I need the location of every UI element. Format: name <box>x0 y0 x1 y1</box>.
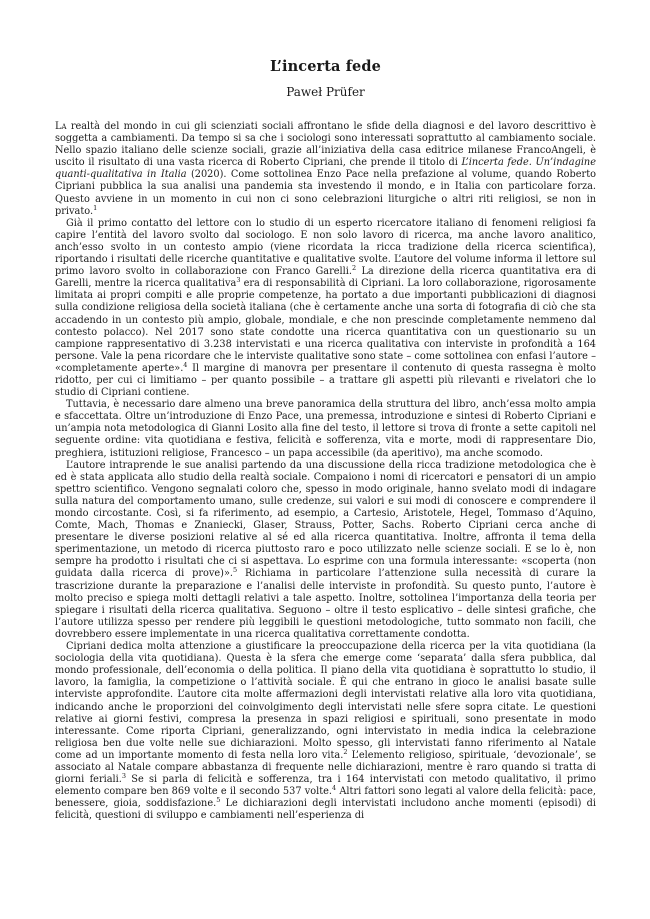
footnote-marker: 1 <box>93 203 98 212</box>
text-run: Altri fattori sono legati al valore della felicità: pace, benessere, gioia, soddisfazione. <box>55 786 596 810</box>
review-title: L’incerta fede <box>270 58 381 75</box>
text-run: Già il primo contatto del lettore con lo studio di un esperto ricercatore italiano di fenomeni religiosi fa capire l’entità del lavoro svolto dal sociologo. E non solo lavoro di ricerca, ma anche lavoro analitico, anch’esso svolto in un contesto ampio (viene ricordata la ricca tradizione della ricerca scientifica), riportando i risultati delle ricerche quantitative e qualitative svolte. L’autore del volume informa il lettore sul primo lavoro svolto in collaborazione con Franco Garelli. <box>55 217 596 278</box>
footnote-marker: 3 <box>236 276 241 285</box>
footnote-marker: 5 <box>233 566 238 575</box>
text-run: Se si parla di felicità e sofferenza, tra i 164 intervistati con metodo qualitativo, il primo elemento compare ben 869 volte e il secondo 537 volte. <box>55 774 596 798</box>
footnote-marker: 3 <box>121 772 127 781</box>
text-run: (2020). Come sottolinea Enzo Pace nella prefazione al volume, quando Roberto Cipriani pubblica la sua analisi una pandemia sta investendo il mondo, e in Italia con particolare forza. Questo avviene in un momento in cui non ci sono celebrazioni liturgiche o altri riti religiosi, se non in privato. <box>55 169 596 217</box>
body-paragraph <box>55 121 596 218</box>
text-run: L’autore intraprende le sue analisi partendo da una discussione della ricca tradizione metodologica che è ed è stata applicata allo studio della realtà sociale. Compaiono i nomi di ricercatori e pensatori di un ampio spettro scientifico. Vengono segnalati coloro che, spesso in modo originale, hanno svelato modi di indagare sulla natura del comportamento umano, sulle credenze, sui valori e sui modi di conoscere e comprendere il mondo circostante. Così, si fa riferimento, ad esempio, a Cartesio, Aristotele, Hegel, Tommaso d’Aquino, Comte, Mach, Thomas e Znaniecki, Glaser, Strauss, Potter, Sachs. Roberto Cipriani cerca anche di presentare le diverse posizioni relative al sé ed alla ricerca quantitativa. Inoltre, affronta il tema della sperimentazione, un metodo di ricerca piuttosto raro e poco utilizzato nelle scienze sociali. E se lo è, non sempre ha prodotto i risultati che ci si aspettava. Lo esprime con una formula interessante: «scoperta (non guidata dalla ricerca di prove)». <box>55 459 596 580</box>
text-run: Richiama in particolare l’attenzione sulla necessità di curare la trascrizione durante la preparazione e l’analisi delle interviste in profondità. Su questo punto, l’autore è molto preciso e spiega molti dettagli relativi a tale aspetto. Inoltre, sottolinea l’importanza della teoria per spiegare i risultati della ricerca qualitativa. Seguono – oltre il testo esplicativo – delle sintesi grafiche, che l’autore utilizza spesso per rendere più leggibili le questioni metodologiche, tutto sommato non facili, che dovrebbero essere implementate in una ricerca qualitativa correttamente condotta. <box>55 568 596 640</box>
body-paragraph <box>55 641 596 822</box>
text-run: L’elemento religioso, spirituale, ‘devozionale’, se associato al Natale compare abbastanza di frequente nelle dichiarazioni, mentre è raro quando si tratta di giorni feriali. <box>55 749 596 786</box>
footnote-marker: 2 <box>343 747 348 756</box>
footnote-marker: 4 <box>183 360 188 369</box>
opening-small-caps: La <box>55 121 67 132</box>
text-run: Le dichiarazioni degli intervistati includono anche momenti (episodi) di felicità, questioni di sviluppo e cambiamenti nell’esperienza di <box>55 798 596 822</box>
body-paragraph <box>55 399 596 459</box>
text-run: La direzione della ricerca quantitativa era di Garelli, mentre la ricerca qualitativa <box>55 266 596 290</box>
text-run: Cipriani dedica molta attenzione a giustificare la preoccupazione della ricerca per la vita quotidiana (la sociologia della vita quotidiana). Questa è la sfera che emerge come ‘separata’ dalla sfera pubblica, dal mondo professionale, dell’economia o della politica. Il piano della vita quotidiana è soprattutto lo studio, il lavoro, la famiglia, la competizione o l’attività sociale. È qui che entrano in gioco le analisi basate sulle interviste approfondite. L’autore cita molte affermazioni degli intervistati relative alla loro vita quotidiana, indicando anche le proporzioni del coinvolgimento degli intervistati nelle sfere sopra citate. Le questioni relative ai giorni festivi, compresa la presenza in spazi religiosi e spirituali, sono presentate in modo interessante. Come riporta Cipriani, generalizzando, ogni intervistato in media indica la celebrazione religiosa ben due volte nelle sue dichiarazioni. Molto spesso, gli intervistati fanno riferimento al Natale come ad un importante momento di festa nella loro vita. <box>55 641 596 761</box>
book-title-italic: L’incerta fede. Un’indagine quanti-qualitativa in Italia <box>55 157 596 181</box>
footnote-marker: 5 <box>216 796 221 805</box>
body-paragraph <box>55 218 596 399</box>
author-name: Paweł Prüfer <box>286 85 365 99</box>
article-body <box>55 121 596 822</box>
text-run: Tuttavia, è necessario dare almeno una breve panoramica della struttura del libro, anch’essa molto ampia e sfaccettata. Oltre un’introduzione di Enzo Pace, una premessa, introduzione e sintesi di Roberto Cipriani e un’ampia nota metodologica di Gianni Losito alla fine del testo, il lettore si trova di fronte a sette capitoli nel seguente ordine: vita quotidiana e festiva, felicità e sofferenza, vita e morte, modi di rappresentare Dio, preghiera, istituzioni religiose, Francesco – un papa accessibile (da aperitivo), ma anche scomodo. <box>55 399 596 459</box>
text-run: Il margine di manovra per presentare il contenuto di questa rassegna è molto ridotto, per cui ci limitiamo – per quanto possibile – a trattare gli aspetti più rilevanti e rivelatori che lo studio di Cipriani contiene. <box>55 362 596 399</box>
body-paragraph <box>55 460 596 641</box>
text-run: realtà del mondo in cui gli scienziati sociali affrontano le sfide della diagnosi e del lavoro descrittivo è soggetta a cambiamenti. Da tempo si sa che i sociologi sono interessati soprattutto al cambiamento sociale. Nello spazio italiano delle scienze sociali, grazie all’iniziativa della casa editrice milanese FrancoAngeli, è uscito il risultato di una vasta ricerca di Roberto Cipriani, che prende il titolo di <box>55 121 596 169</box>
footnote-marker: 2 <box>352 264 357 273</box>
text-run: era di responsabilità di Cipriani. La loro collaborazione, rigorosamente limitata ai propri compiti e alle proprie competenze, ha portato a due importanti pubblicazioni di diagnosi sulla condizione religiosa della società italiana (che è certamente anche una sorta di fotografia di ciò che sta accadendo in un contesto più ampio, globale, mondiale, e che non prescinde completamente nemmeno dal contesto polacco). Nel 2017 sono state condotte una ricerca quantitativa con un questionario su un campione rappresentativo di 3.238 intervistati e una ricerca qualitativa con interviste in profondità a 164 persone. Vale la pena ricordare che le interviste qualitative sono state – come sottolinea con enfasi l’autore – «completamente aperte». <box>55 278 597 374</box>
footnote-marker: 4 <box>332 784 337 793</box>
